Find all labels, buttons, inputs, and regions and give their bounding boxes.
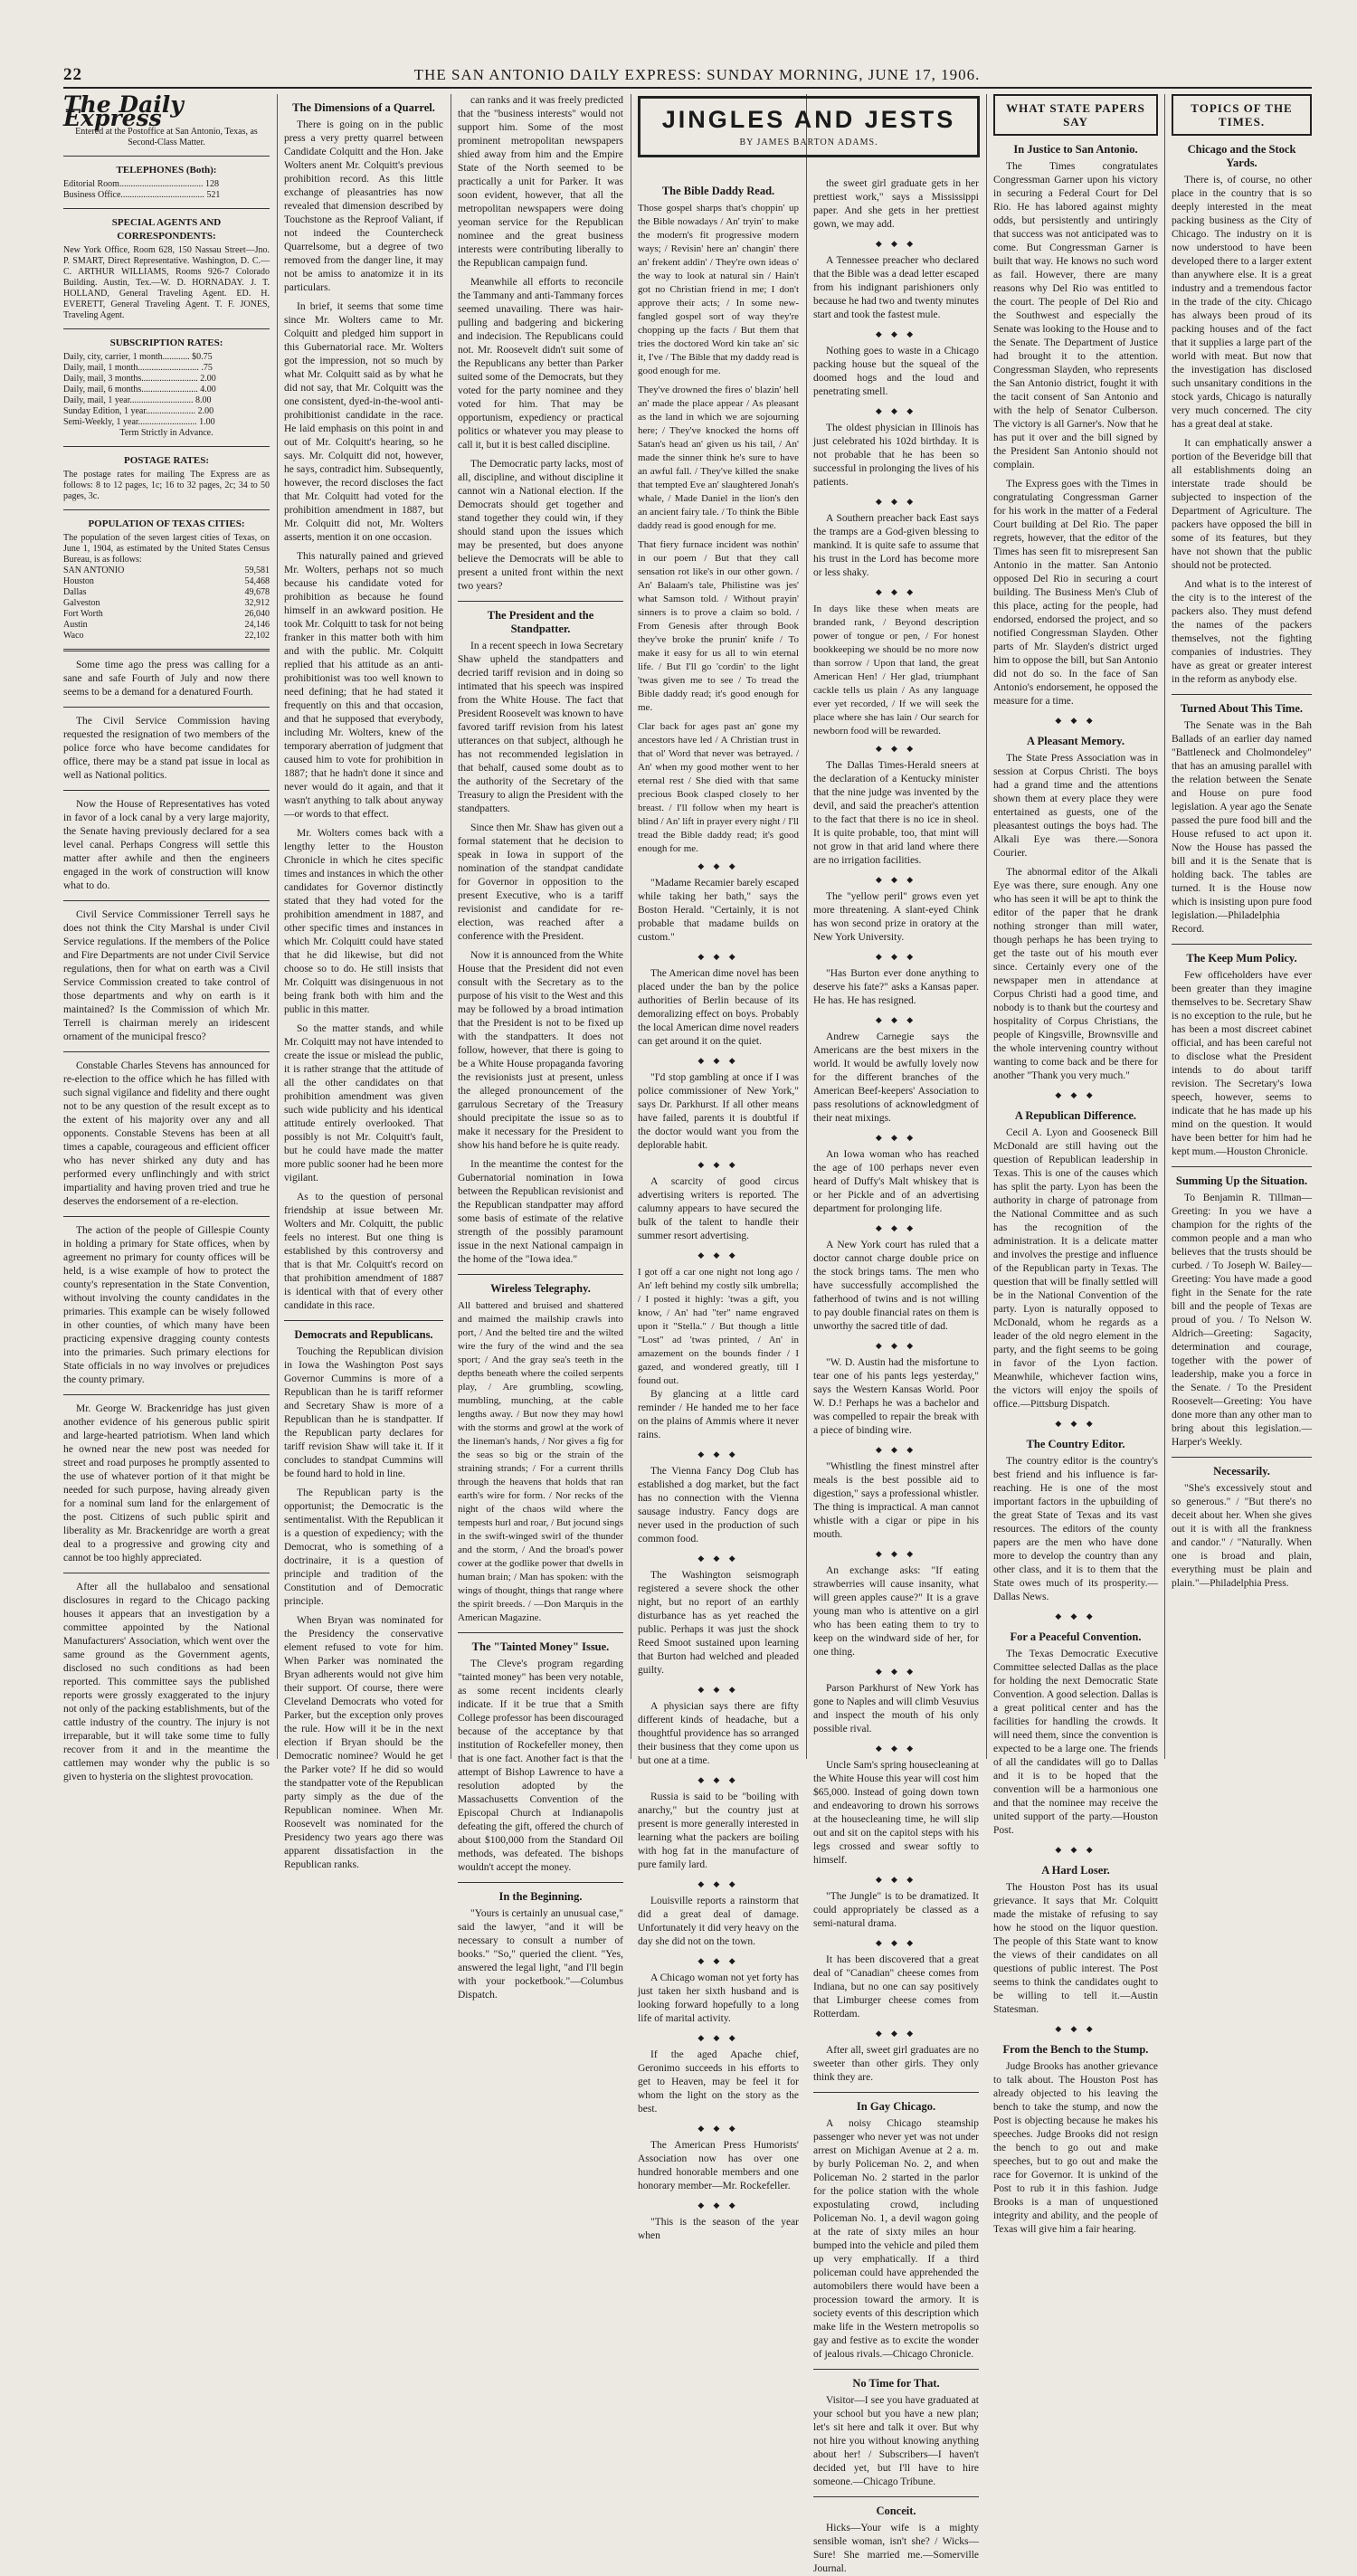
article-paragraph: This naturally pained and grieved Mr. Wolters, perhaps not so much because his candidate voted for prohibition as because he found himself in an awkward position. He took Mr. Colquitt to task for not being franker in this matter both with him and with the public. Mr. Colquitt replied that his attitude as an anti-prohibitionist was too well known to need defining; that he had stated it frequently on this and that occasion, and that he supposed that everybody, including Mr. Wolters, knew of the temporary aberration of judgment that caused him to vote for prohibition in 1887; that he hadn't done it since and never would do it again, and that it wasn't anything to talk about anyway—or words to that effect.	[284, 551, 443, 820]
article-headline: The Dimensions of a Quarrel.	[292, 101, 435, 114]
jest-item: The Washington seismograph registered a severe shock the other night, but no report of an earthly disturbance has as yet reached the public. Perhaps it was just the shock Reed Smoot sustained upon learning that Burton had welched and pleaded guilty.	[638, 1570, 799, 1676]
article-paragraph: Cecil A. Lyon and Gooseneck Bill McDonald are still having out the question of Republican leadership in Texas. This is one of the causes which has split the party. Lyon has been the authority in charge of patronage from the National Committee and as such has the recognition of the administration. It is a delicate matter and involves the prestige and influence of the Republican party in Texas. The question that will be finally settled will be in the National Convention of the party. Lyon is naturally opposed to McDonald, whom he regards as a leader of the old negro element in the party, and the fight seems to be going in favor of the Lyon faction. Meanwhile, whichever faction wins, the victors will enjoy the spoils of office.—Pittsburg Dispatch.	[993, 1127, 1158, 1410]
editorial-paragraph: Constable Charles Stevens has announced for re-election to the office which he has filled with such signal vigilance and fidelity and there ought not to be any question of the result except as to the extent of his majority over any and all opponents. Constable Stevens has been at all times a capable, courageous and efficient officer who has never shirked any duty and has performed every unflinchingly and with strict impartiality and having proven tried and true he deserves the endorsement of a re-election.	[63, 1060, 270, 1207]
jest-item: After all, sweet girl graduates are no sweeter than other girls. They only think they are.	[813, 2045, 979, 2083]
article-paragraph: There is, of course, no other place in the country that is so deeply interested in the meat packing business as the City of Chicago. The industry on it is now understood to have been developed there to a larger extent than anywhere else. It is a great industry and a tremendous factor in the trade of the city. Chicago has always been proud of its packing houses and of the fact that it supplies a large part of the world with meat. But now that the investigation has disclosed such unsanitary conditions in the stock yards, Chicago is naturally very much concerned. The city has a great deal at stake.	[1172, 175, 1312, 430]
article-headline: Conceit.	[876, 2505, 916, 2517]
article-paragraph: Now it is announced from the White House that the President did not even consult with the Secretary as to the purpose of his visit to the West and this may be followed by a broad intimation that the President is not to be fixed up with the standpatters. It does not follow, however, that there is going to be a White House propaganda favoring the revisionists just at present, unless the alleged pronouncement of the garrulous Secretary of the Treasury should precipitate the issue so as to make it necessary for the President to show his hand before he is quite ready.	[458, 950, 623, 1151]
article-headline: Turned About This Time.	[1180, 702, 1304, 715]
jest-item: "This is the season of the year when	[638, 2217, 799, 2241]
article-paragraph: can ranks and it was freely predicted that the "business interests" would not support him. Some of the most prominent metropolitan newspapers shied away from him and the Empire State of the North seemed to be practically a unit for Parker. It was soon evident, however, that all the metropolitan newspapers were doing yeoman service for the Republican nominee and the great business interests were contributing liberally to the Republican campaign fund.	[458, 95, 623, 269]
column-1	[63, 91, 270, 1782]
editorial-phone: Editorial Room..................................... 128	[63, 179, 219, 189]
article-headline: Summing Up the Situation.	[1175, 1174, 1308, 1187]
jest-item: The American dime novel has been placed under the ban by the police authorities of Berlin because of its demoralizing effect on boys. Probably the local American dime novel readers can get around it on the quiet.	[638, 968, 799, 1047]
jest-item: "Whistling the finest minstrel after meals is the best possible aid to digestion," says a professional whistler. The thing is impractical. A man cannot whistle with a cigar or pipe in his mouth.	[813, 1461, 979, 1540]
subscription-note: Term Strictly in Advance.	[119, 428, 214, 438]
article-paragraph: The Senate was in the Bah Ballads of an earlier day named "Battleneck and Cholmondeley" that has an amusing parallel with the relation between the Senate and House on pure food legislation. A year ago the Senate passed the pure food bill and the House refused to act upon it. Now the House has passed the bill and it is the Senate that is holding back. The tables are turned. It is the House now which is insisting upon pure food legislation.—Philadelphia Record.	[1172, 720, 1312, 935]
article-paragraph: Visitor—I see you have graduated at your school but you have a new plan; let's sit here and talk it over. But why not hire you without knowing anything about her! / Subscribers—I haven't decided yet, but I'll have to hire someone.—Chicago Tribune.	[813, 2395, 979, 2487]
article-paragraph: The Democratic party lacks, most of all, discipline, and without discipline it cannot win a National election. If the Democrats should get together and stand together they could win, if they should stand upon the issues which may be presented, but does anyone believe the Democrats will be able to present a united front within the next two years?	[458, 459, 623, 592]
newspaper-title: THE SAN ANTONIO DAILY EXPRESS: SUNDAY MORNING, JUNE 17, 1906.	[413, 66, 981, 83]
column-rule	[277, 94, 278, 1759]
jest-item: The Dallas Times-Herald sneers at the declaration of a Kentucky minister that the nine judge was invented by the devil, and said the preacher's attention to the fact that there is no ice in sheol. It is quite probable, too, that mint will not grow in that arid land where there are no irrigation facilities.	[813, 760, 979, 866]
article-paragraph: In the meantime the contest for the Gubernatorial nomination in Iowa between the Republican revisionist and the Republican standpatter may afford some basis of estimate of the relative strength of the possibly paramount issue in the next National campaign in the home of the "Iowa idea."	[458, 1159, 623, 1265]
article-paragraph: Hicks—Your wife is a mighty sensible woman, isn't she? / Wicks—Sure! She married me.—Somerville Journal.	[813, 2523, 979, 2574]
column-3	[458, 94, 624, 2001]
article-headline: Wireless Telegraphy.	[490, 1282, 591, 1295]
article-paragraph: Since then Mr. Shaw has given out a formal statement that he decision to speak in Iowa in support of the nomination of the standpat candidate for Governor in opposition to the present Executive, who is a tariff revisionist and candidate for re-election, was reached after a conference with the President.	[458, 822, 623, 942]
article-paragraph: The Express goes with the Times in congratulating Congressman Garner for his work in the matter of a Federal Court building at Del Rio. The paper regrets, however, that the editor of the Times has seen fit to misrepresent San Antonio in the matter. San Antonio opposed Del Rio in securing a court building. The Business Men's Club of this place, acting for the people, had endorsed, endorsed the project, and so notified Congressman Slayden. Other parts of Mr. Slayden's district urged him to oppose the bill, but San Antonio did not do so. In the face of San Antonio's endorsement, he opposed the measure for a time.	[993, 479, 1158, 707]
telephones-heading: TELEPHONES (Both):	[116, 165, 217, 176]
article-paragraph: Judge Brooks has another grievance to talk about. The Houston Post has already objected to his leaving the bench to take the stump, and now the Post is objecting because he makes his speeches. Judge Brooks did not resign the bench to go out and make speeches, but to go out and make the race for Governor. It is unkind of the Post to rub it in this fashion. Judge Brooks is a man of unquestioned integrity and ability, and the people of Texas will give him a fair hearing.	[993, 2061, 1158, 2235]
masthead: The Daily Express	[63, 91, 184, 131]
article-paragraph: Few officeholders have ever been greater than they imagine themselves to be. Secretary Shaw is no exception to the rule, but he has been a most discreet cabinet official, and has been careful not to disclose what the President intends to do about tariff revision. The Secretary's Iowa speech, however, seems to indicate that he has made up his mind on the question. It would have been better for him had he kept mum.—Houston Chronicle.	[1172, 970, 1312, 1157]
jest-item: Uncle Sam's spring housecleaning at the White House this year will cost him $65,000. Instead of going down town and endeavoring to drown his sorrows at the housecleaning time, he will slip out and sit on the capitol steps with his legs crossed and swear softly to himself.	[813, 1760, 979, 1866]
jest-item: An Iowa woman who has reached the age of 100 perhaps never even heard of Duffy's Malt whiskey that is or her Pickle and of an advertising department for prolonging life.	[813, 1149, 979, 1214]
jest-item: A New York court has ruled that a doctor cannot charge double price on the stock brings tams. The men who have successfully accomplished the fatherhood of twins and is not willing to pay double financial rates on them is unworthy the sacred title of dad.	[813, 1240, 979, 1332]
article-paragraph: The country editor is the country's best friend and his influence is far-reaching. He is one of the most important factors in the upbuilding of the great State of Texas and its vast resources. The editors of the county papers are the men who have done more to develop the country than any other class, and it is to them that the State owes much of its prosperity.—Dallas News.	[993, 1456, 1158, 1602]
jest-item: A scarcity of good circus advertising writers is reported. The calumny appears to have secured the bulk of the talent to handle their summer resort advertising.	[638, 1176, 799, 1241]
editorial-paragraph: After all the hullabaloo and sensational disclosures in regard to the Chicago packing houses it appears that an investigation by a committee appointed by the National Manufacturers' Association, which went over the same ground as the Government agents, disclosed no such conditions as had been reported. This committee says the published reports were grossly exaggerated to the injury not only of the packing establishments, but of the cattle industry of the country. The injury is not irreparable, but it will take some time to fully recover from it and in the meantime the cattlemen may wonder why the public is so given to hysteria on the slightest provocation.	[63, 1582, 270, 1782]
jest-item: A Southern preacher back East says the tramps are a God-given blessing to mankind. It is quite safe to assume that his trust in the Lord has become more or less shaky.	[813, 513, 979, 578]
article-paragraph: Touching the Republican division in Iowa the Washington Post says Governor Cummins is more of a Republican than he is tariff reformer and Secretary Shaw is more of a Republican than he is standpatter. If the Republican party declares for tariff revision Shaw will take it. If it concludes to standpat Cummins will be found hard to hold in line.	[284, 1346, 443, 1479]
article-headline: A Hard Loser.	[1041, 1864, 1110, 1877]
article-headline: The Keep Mum Policy.	[1186, 952, 1297, 965]
article-paragraph: The State Press Association was in session at Corpus Christi. The boys had a grand time and the attentions shown them at every place they were entertained as guests, one of the pleasantest outings the boys had. The Alkali Eye was there.—Sonora Courier.	[993, 753, 1158, 859]
jest-item: Louisville reports a rainstorm that did a great deal of damage. Unfortunately it did very heavy on the day she did not on the town.	[638, 1896, 799, 1947]
article-paragraph: Mr. Wolters comes back with a lengthy letter to the Houston Chronicle in which he cites specific times and instances in which the other candidates for Governor distinctly stated that they had voted for the prohibition amendment in 1887, and other specific times and instances in which Mr. Colquitt could have stated that he did likewise, but did not choose so to do. He still insists that Mr. Colquitt was disingenuous in not being frank both with him and the public in this matter.	[284, 828, 443, 1015]
jest-item: By glancing at a little card reminder / He handed me to her face on the plains of Ammis where it never rains.	[638, 1389, 799, 1440]
jest-item: Parson Parkhurst of New York has gone to Naples and will climb Vesuvius and inspect the mouth of his only possible rival.	[813, 1683, 979, 1735]
jingles-header	[638, 94, 980, 165]
article-paragraph: The Houston Post has its usual grievance. It says that Mr. Colquitt made the mistake of refusing to say how he stood on the liquor question. The people of this State want to know the views of their candidates on all questions of public interest. The Post seems to think the candidates ought to be willing to tell it.—Austin Statesman.	[993, 1882, 1158, 2015]
section-heading-box: WHAT STATE PAPERS SAY	[993, 94, 1158, 136]
article-headline: A Pleasant Memory.	[1027, 735, 1125, 747]
article-headline: In Gay Chicago.	[856, 2100, 936, 2113]
jingles-title: JINGLES AND JESTS	[661, 106, 956, 133]
column-rule	[986, 94, 987, 1759]
running-head	[63, 63, 1312, 89]
subscription-rate: Daily, mail, 1 year............................ 8.00	[63, 395, 212, 405]
page-number: 22	[63, 65, 82, 84]
article-paragraph: When Bryan was nominated for the Presidency the conservative element refused to vote for him. When Parker was nominated the Bryan adherents would not give him their support. Of course, there were Cleveland Democrats who voted for Parker, but the exception only proves the rule. How will it be in the next election if Bryan should be the Democratic nominee? Would he get the Parker vote? If he did so would the standpatter vote of the Republican party simply as the due of the Republican nominee. When Mr. Roosevelt was nominated for the Presidency two years ago there was apparent dissatisfaction in the Republican ranks.	[284, 1615, 443, 1870]
population-text: The population of the seven largest cities of Texas, on June 1, 1904, as estimated by the United States Census Bureau, is as follows:	[63, 533, 270, 565]
jest-item: Nothing goes to waste in a Chicago packing house but the squeal of the doomed hogs and the loud and penetrating smell.	[813, 346, 979, 397]
jest-item: "The Jungle" is to be dramatized. It could appropriately be classed as a semi-natural drama.	[813, 1891, 979, 1929]
article-headline: The Country Editor.	[1026, 1438, 1125, 1450]
jest-item: "W. D. Austin had the misfortune to tear one of his pants legs yesterday," says the Western Kansas World. Poor W. D.! Perhaps he was a bachelor and was compelled to repair the break with a piece of binding wire.	[813, 1357, 979, 1436]
article-paragraph: So the matter stands, and while Mr. Colquitt may not have intended to create the issue or mislead the public, it is rather strange that the attitude of all the other candidates on that prohibition amendment was given such wide publicity and his identical attitude entirely overlooked. That possibly is not Mr. Colquitt's fault, but he could have made the matter more public sooner had he been more vigilant.	[284, 1023, 443, 1183]
poem: All battered and bruised and shattered and maimed the mailship crawls into port, / And the belted tire and the wilted wire the fury of the wind and the sea sport; / And the gray sea's teeth in the depths beneath where the coiled serpents play, / Are grumbling, scowling, mumbling, munching, at the cable lengths away. / But now they may howl with the storms and growl at the work of the lineman's hands, / Nor gives a fig for the seas so big or the strain of the straining strands; / For a current thrills through the heavens that holds that ran earth's wire for form. / Nor recks of the night of the chaos wild where the tempests hurl and roar, / But jocund sings in the swift-winged swirl of the thunder and the storm, / And the broad's power cower at the godlike power that dwells in human brain; / Man has spoken: with the wings of thought, things that range where the spirit breeds. / —Don Marquis in the American Magazine.	[458, 1300, 623, 1623]
jest-item: "I'd stop gambling at once if I was police commissioner of New York," says Dr. Parkhurst. If all other means have failed, parents it is doubtful if the doctor would want you from the deplorable habit.	[638, 1072, 799, 1151]
postage-heading: POSTAGE RATES:	[123, 455, 210, 466]
business-phone: Business Office..................................... 521	[63, 190, 221, 200]
article-paragraph: There is going on in the public press a very pretty quarrel between Candidate Colquitt and the Hon. Jake Wolters anent Mr. Colquitt's previous prohibition record. As this little exchange of pleasantries has now revealed that dimension described by Touchstone as the Reproof Valiant, if not indeed the Countercheck Quarrelsome, but a degree of two removed from the danger line, it may not be amiss to anatomize it in its particulars.	[284, 119, 443, 293]
editorial-paragraph: Mr. George W. Brackenridge has just given another evidence of his generous public spirit and large-hearted patriotism. When land which he owned near the new post was needed for street and road purposes he promptly assented to the use of whatever portion of it that might be needed for such purpose, having already given for a nominal sum land for the enlargement of the post. Citizens of such public spirit and liberality as Mr. Brackenridge are worth a great deal to a progressive and growing city and cannot be too highly appreciated.	[63, 1403, 270, 1564]
column-5: the sweet girl graduate gets in her prettiest work," says a Mississippi paper. And she gets in her prettiest gown, we may add. ◆ ◆ ◆ A Tennessee preacher who declared that the Bible was a dead letter escaped from his indignant parishioners only because he had two and twenty minutes start and took the fastest mule. ◆ ◆ ◆ Nothing goes to waste in a Chicago packing house but the squeal of the doomed hogs and the loud and penetrating smell. ◆ ◆ ◆ The oldest physician in Illinois has just celebrated his 102d birthday. It is not probable that he has been so successful in prolonging the lives of his patients. ◆ ◆ ◆ A Southern preacher back East says the tramps are a God-given blessing to mankind. It is quite safe to assume that his trust in the Lord has become more or less shaky. ◆ ◆ ◆ In days like these when meats are branded rank, / Beyond description power of tongue or pen, / For honest bookkeeping we should be no more now than sorrow / Upon that land, the great American Hen! / Her glad, triumphant cackle tells us plain / As any language ever yet recorded, / If we will seek the place where she has lain / Our search for newborn food will be rewarded. ◆ ◆ ◆ The Dallas Times-Herald sneers at the declaration of a Kentucky minister that the nine judge was invented by the devil, and said the preacher's attention to the fact that there is no ice in sheol. It is quite probable, too, that mint will not grow in that arid land where there are no irrigation facilities. ◆ ◆ ◆ The "yellow peril" grows even yet more threatening. A slant-eyed Chink has won second prize in oratory at the New York University. ◆ ◆ ◆ "Has Burton ever done anything to deserve his fate?" asks a Kansas paper. He has. He has resigned. ◆ ◆ ◆ Andrew Carnegie says the Americans are the best mixers in the world. It would be awfully lovely now for the different branches of the American Beef-keepers' Association to pass resolutions of acknowledgment of their neat mixings. ◆ ◆ ◆ An Iowa woman who has reached the age of 100 perhaps never even heard of Duffy's Malt whiskey that is or her Pickle and of an advertising department for prolonging life. ◆ ◆ ◆ A New York court has ruled that a doctor cannot charge double price on the stock brings tams. The men who have successfully accomplished the fatherhood of twins and is not willing to pay double financial rates on them is unworthy the sacred title of dad. ◆ ◆ ◆ "W. D. Austin had the misfortune to tear one of his pants legs yesterday," says the Western Kansas World. Poor W. D.! Perhaps he was a bachelor and was compelled to repair the break with a piece of binding wire. ◆ ◆ ◆ "Whistling the finest minstrel after meals is the best possible aid to digestion," says a professional whistler. The thing is impractical. A man cannot whistle with a cigar or pipe in his mouth. ◆ ◆ ◆ An exchange asks: "If eating strawberries will cause insanity, what will green apples cause?" It is a grave young man who is attentive on a girl who has been eating them to try to keep on the windward side of her, for one thing. ◆ ◆ ◆ Parson Parkhurst of New York has gone to Naples and will climb Vesuvius and inspect the mouth of his only possible rival. ◆ ◆ ◆ Uncle Sam's spring housecleaning at the White House this year will cost him $65,000. Instead of going down town and endeavoring to drown his sorrows at the housecleaning time, he will slip out and sit on the capitol steps with his legs crossed and swear softly to himself. ◆ ◆ ◆ "The Jungle" is to be dramatized. It could appropriately be classed as a semi-natural drama. ◆ ◆ ◆ It has been discovered that a great deal of "Canadian" cheese comes from Indiana, but no one can say positively that Limburger cheese comes from Rotterdam. ◆ ◆ ◆ After all, sweet girl graduates are no sweeter than other girls. They only think they are. In Gay Chicago. A noisy Chicago steamship passenger who never yet was not under arrest on Michigan Avenue at 2 a. m. by burly Policeman No. 2, and when Policeman No. 2 started in the parlor for the police station with the whole expostulating crowd, including Policeman No. 1, a devil wagon going at the rate of sixty miles an hour bumped into the vehicle and piled them up very emphatically. If a third policeman could have apprehended the automobilers there would have been a procession toward the armory. It is society events of this description which make life in the Western metropolis so gay and festive as to excite the wonder of jealous rivals.—Chicago Chronicle. No Time for That. Visitor—I see you have graduated at your school but you have a new plan; let's sit here and talk it over. But why not hire you without knowing anything about her! / Subscribers—I haven't decided yet, but I'll have to hire someone.—Chicago Tribune. Conceit. Hicks—Your wife is a mighty sensible woman, isn't she? / Wicks—Sure! She married me.—Somerville Journal.	[813, 178, 979, 2574]
poem-stanza: That fiery furnace incident was nothin' in our poem / But that they call sensation rot like's in our other gown. / An' Balaam's tale, Philistine was jes' what Samson told. / Without prayin' sinners is to prove a claim so bold. / From Genesis after through Book they've broke the prunin' knife / To make it easy for us all to win eternal life. / But I'll go 'cordin' to the light 'twas given me to see / To tread the Bible daddy read; it's good enough for me.	[638, 539, 799, 713]
article-paragraph: The Texas Democratic Executive Committee selected Dallas as the place for holding the next Democratic State Convention. A good selection. Dallas is a great political center and has the facilities for handling the crowds. It will need them, since the convention is expected to be a large one. The friends of all the candidates will go to Dallas and it is to be hoped that the convention will be a harmonious one and that the nominee may receive the united support of the party.—Houston Post.	[993, 1649, 1158, 1836]
subscription-heading: SUBSCRIPTION RATES:	[109, 337, 223, 348]
article-headline: From the Bench to the Stump.	[1002, 2043, 1149, 2056]
population-row: Dallas 49,678	[63, 587, 270, 597]
article-paragraph: It can emphatically answer a portion of the Beveridge bill that all establishments doing an interstate trade should be subjected to inspection of the Department of Agriculture. The packers have opposed the bill in some of its features, but they have not shown that the public should not be protected.	[1172, 438, 1312, 571]
subscription-rate: Daily, city, carrier, 1 month............ $0.75	[63, 352, 213, 362]
subscription-rate: Sunday Edition, 1 year...................... 2.00	[63, 406, 214, 416]
jest-item: An exchange asks: "If eating strawberries will cause insanity, what will green apples cause?" It is a grave young man who is attentive on a girl who has been eating them to try to keep on the windward side of her, for one thing.	[813, 1565, 979, 1658]
column-rule	[806, 94, 807, 1759]
poem-stanza: They've drowned the fires o' blazin' hell an' made the place appear / As pleasant as the land in which we are sojourning here; / They've knocked the horns off Satan's head an' given us his tail, / An' made the sinner think he's sure to have an awful fall. / They've killed the snake that tempted Eve an' slaughtered Jonah's whale, / Made Daniel in the lion's den an ancient fairy tale. / To think the Bible daddy read is good enough for me.	[638, 385, 799, 531]
population-row: Austin 24,146	[63, 620, 270, 630]
article-paragraph: The Republican party is the opportunist; the Democratic is the sentimentalist. With the Republican it is a question of expediency; with the Democrat, who is something of a doctrinaire, it is a question of principle and tradition of the Constitution and of Democratic principle.	[284, 1488, 443, 1607]
jest-item: Andrew Carnegie says the Americans are the best mixers in the world. It would be awfully lovely now for the different branches of the American Beef-keepers' Association to pass resolutions of acknowledgment of their neat mixings.	[813, 1031, 979, 1124]
column-6: WHAT STATE PAPERS SAY In Justice to San Antonio. The Times congratulates Congressman Garner upon his victory in securing a Federal Court for Del Rio. He has labored against mighty odds, but persistently and untiringly that success was not anticipated was to come. But Congressman Garner is built that way. He knows no such word as fail. However, there are many reasons why Del Rio was entitled to the court. The people of Del Rio and the Southwest and especially the Senate was looking to the House and to the Senate. The Department of Justice had brought it to the attention. Congressman Slayden, who represents the San Antonio district, fought it with the tacit consent of San Antonio and with the help of Senator Culberson. The victory is all Garner's. Now that he has put it over and the bill signed by the President San Antonio should not complain. The Express goes with the Times in congratulating Congressman Garner for his work in the matter of a Federal Court building at Del Rio. The paper regrets, however, that the editor of the Times has seen fit to misrepresent San Antonio in the matter. San Antonio opposed Del Rio in securing a court building. The Business Men's Club of this place, acting for the people, had endorsed, endorsed the project, and so notified Congressman Slayden. Other parts of Mr. Slayden's district urged him to oppose the bill, but San Antonio did not do so. In the face of San Antonio's endorsement, he opposed the measure for a time. ◆ ◆ ◆ A Pleasant Memory. The State Press Association was in session at Corpus Christi. The boys had a grand time and the attentions shown them at every place they were entertained as guests, one of the pleasantest outings the boys had. The Alkali Eye was there.—Sonora Courier. The abnormal editor of the Alkali Eye was there, sure enough. Any one who has seen it will be apt to think the editor of the paper that he drank nothing stronger than mill water, though perhaps he has been trying to get the taste out of his mouth ever since. Certainly every one of the newspaper men in attendance at Corpus Christi had a good time, and nobody is to thank but the courtesy and hospitality of Corpus Christians, the people of Kingsville, Brownsville and the whole intervening country without wanting to come back and be there for another "Thank you very much." ◆ ◆ ◆ A Republican Difference. Cecil A. Lyon and Gooseneck Bill McDonald are still having out the question of Republican leadership in Texas. This is one of the causes which has split the party. Lyon has been the authority in charge of patronage from the National Committee and as such has the recognition of the administration. It is a delicate matter and involves the prestige and influence of the Republican party in Texas. The question that will be finally settled will be in the National Convention of the party. Lyon is naturally opposed to McDonald, whom he regards as a leader of the old negro element in the party, and the fight seems to be going in favor of the Lyon faction. Meanwhile, whichever faction wins, the victors will enjoy the spoils of office.—Pittsburg Dispatch. ◆ ◆ ◆ The Country Editor. The country editor is the country's best friend and his influence is far-reaching. He is one of the most important factors in the upbuilding of the great State of Texas and its vast resources. The editors of the county papers are the men who have done more to develop the country than any other class, and it is to them that the State owes much of its prosperity.—Dallas News. ◆ ◆ ◆ For a Peaceful Convention. The Texas Democratic Executive Committee selected Dallas as the place for holding the next Democratic State Convention. A good selection. Dallas is a great political center and has the facilities for handling the crowds. It will need them, since the convention is expected to be a large one. The friends of all the candidates will go to Dallas and it is to be hoped that the convention will be a harmonious one and that the nominee may receive the united support of the party.—Houston Post. ◆ ◆ ◆ A Hard Loser. The Houston Post has its usual grievance. It says that Mr. Colquitt made the mistake of refusing to say how he stood on the liquor question. The people of this State want to know the views of their candidates on all questions of public interest. The Post seems to think the candidates ought to be willing to tell it.—Austin Statesman. ◆ ◆ ◆ From the Bench to the Stump. Judge Brooks has another grievance to talk about. The Houston Post has already objected to his leaving the bench to take the stump, and now the Post is objecting because he makes his speeches. Judge Brooks did not resign the bench to go out and make speeches, but to go out and make the race for Governor. It is unkind of the Post to rub it in this fashion. Judge Brooks is a man of unquestioned integrity and ability, and the people of Texas will give him a fair hearing.	[993, 94, 1158, 1759]
article-paragraph: Meanwhile all efforts to reconcile the Tammany and anti-Tammany forces seemed unavailing. There was hair-pulling and badgering and bickering and indecision. The Republicans could not. Mr. Roosevelt didn't suit some of the Republicans any better than Parker suited some of the Democrats, but they voted for the party nominee and they voted for him. That may be opportunism, expediency or practical politics or whatever you may please to call it, but it is best called discipline.	[458, 277, 623, 451]
jest-verse: In days like these when meats are branded rank, / Beyond description power of tongue or pen, / For honest bookkeeping we should be no more now than sorrow / Upon that land, the great American Hen! / Her glad, triumphant cackle tells us plain / As any language ever yet recorded, / If we will seek the place where she has lain / Our search for newborn food will be rewarded.	[813, 604, 979, 737]
editorial-paragraph: Now the House of Representatives has voted in favor of a lock canal by a very large majority, the Senate having previously declared for a sea level canal. Perhaps Congress will settle this matter after awhile and then the engineers engaged in the work of construction will know what to do.	[63, 799, 270, 891]
population-row: Waco 22,102	[63, 631, 270, 641]
poem-stanza: Those gospel sharps that's choppin' up the Bible nowadays / An' tryin' to make the modern's fit progressive modern ways; / Revisin' here an' changin' there an' frekent addin' / They're own ideas o' the way to look at natural sin / Hain't got no Christian friend in me; I don't approve their acts; / In some new-fangled gospel sort of way they're chopping up the facts / But them that tries the doctored Word kin take an' sic it, I've / The Bible that my daddy read is good enough for me.	[638, 203, 799, 376]
article-paragraph: The Cleve's program regarding "tainted money" has been very notable, as some recent incidents clearly indicate. If it be true that a Smith College professor has been discouraged because of the acceptance by that institution of Rockefeller money, then that is one fact. Another fact is that the attempt of Bishop Lawrence to have a resolution adopted by the Massachusetts Convention of the Episcopal Church at Indianapolis defeating the gift, offered the church of about $100,000 from the Standard Oil methods, was defeated. The bishops wouldn't accept the money.	[458, 1659, 623, 1873]
jest-verse: I got off a car one night not long ago / An' left behind my costly silk umbrella; / I posted it highly: 'twas a gift, you know, / An' had "ter" name engraved upon it "Stella." / But though a little "Lost" ad 'twas printed, / An' in amazement on the bounds finder / I gazed, and wondered greatly, till I found out.	[638, 1267, 799, 1386]
editorial-paragraph: The Civil Service Commission having requested the resignation of two members of the police force who have become candidates for office, there may be a stand pat issue in local as well as National politics.	[63, 716, 270, 781]
article-headline: No Time for That.	[852, 2377, 940, 2390]
article-paragraph: The abnormal editor of the Alkali Eye was there, sure enough. Any one who has seen it will be apt to think the editor of the paper that he drank nothing stronger than mill water, though perhaps he has been trying to get the taste out of his mouth ever since. Certainly every one of the newspaper men in attendance at Corpus Christi had a good time, and nobody is to thank but the courtesy and hospitality of Corpus Christians, the people of Kingsville, Brownsville and the whole intervening country without wanting to come back and be there for another "Thank you very much."	[993, 867, 1158, 1081]
subscription-rate: Daily, mail, 6 months......................... 4.00	[63, 385, 216, 394]
population-row: Houston 54,468	[63, 576, 270, 586]
poem-title: The Bible Daddy Read.	[661, 185, 775, 197]
article-headline: In the Beginning.	[498, 1890, 583, 1903]
jest-item: "Has Burton ever done anything to deserve his fate?" asks a Kansas paper. He has. He has resigned.	[813, 968, 979, 1006]
article-paragraph: As to the question of personal friendship at issue between Mr. Wolters and Mr. Colquitt, the public feels no interest. But one thing is established by this controversy and that is that Mr. Colquitt's record on that prohibition amendment of 1887 is identical with that of every other candidate in this race.	[284, 1192, 443, 1311]
agents-heading: SPECIAL AGENTS AND CORRESPONDENTS:	[111, 217, 222, 242]
column-rule	[1164, 94, 1165, 1759]
jest-item: The oldest physician in Illinois has just celebrated his 102d birthday. It is not probable that he has been so successful in prolonging the lives of his patients.	[813, 423, 979, 488]
article-paragraph: "She's excessively stout and so generous." / "But there's no deceit about her. When she gives out it is with all the frankness and candor." / "Naturally. When one is broad and plain, everything must be plain and plain."—Philadelphia Press.	[1172, 1483, 1312, 1589]
subscription-rate: Semi-Weekly, 1 year.......................... 1.00	[63, 417, 215, 427]
article-paragraph: And what is to the interest of the city is to the interest of the packers also. They must defend the names of the packers themselves, not the fighting companies of industries. They have as great or greater interest in the reform as anybody else.	[1172, 579, 1312, 685]
article-paragraph: In brief, it seems that some time since Mr. Wolters came to Mr. Colquitt and pledged him support in this Gubernatorial race. Mr. Wolters got the impression, not so much by what Mr. Colquitt said as by what he did not say, that Mr. Colquitt was the one consistent, dyed-in-the-wool anti-prohibitionist candidate in the race. He laid emphasis on this point in and out of Mr. Colquitt's hearing, so he says. Mr. Colquitt did not, however, he says, contradict him. Subsequently, however, the record discloses the fact that Mr. Colquitt had voted for the prohibition amendment in 1887, but Mr. Colquitt did not, Mr. Wolters asserts, mention it on one occasion.	[284, 301, 443, 543]
article-headline: Chicago and the Stock Yards.	[1187, 143, 1296, 169]
editorial-paragraph: The action of the people of Gillespie County in holding a primary for State offices, when by agreement no primary for county offices will be held, is a wise example of how to protect the county's representation in the State Convention, without involving the county candidates in the primaries. This example can be wisely followed in other counties, of which many have been practicing expensive dragging county contests into the primaries. Such primary elections for State officials in no way involves or prejudices the county primary.	[63, 1225, 270, 1385]
article-headline: Necessarily.	[1213, 1465, 1270, 1478]
column-4: The Bible Daddy Read. Those gospel sharps that's choppin' up the Bible nowadays / An' tryin' to make the modern's fit progressive modern ways; / Revisin' here an' changin' there an' frekent addin' / They're own ideas o' the way to look at natural sin / Hain't got no Christian friend in me; I don't approve their acts; / In some new-fangled gospel sort of way they're chopping up the facts / But them that tries the doctored Word kin take an' sic it, I've / The Bible that my daddy read is good enough for me. They've drowned the fires o' blazin' hell an' made the place appear / As pleasant as the land in which we are sojourning here; / They've knocked the horns off Satan's head an' given us his tail, / An' made the sinner think he's sure to have an awful fall. / They've killed the snake that tempted Eve an' slaughtered Jonah's whale, / Made Daniel in the lion's den an ancient fairy tale. / To think the Bible daddy read is good enough for me. That fiery furnace incident was nothin' in our poem / But that they call sensation rot like's in our other gown. / An' Balaam's tale, Philistine was jes' what Samson told. / Without prayin' sinners is to prove a claim so bold. / From Genesis after through Book they've broke the prunin' knife / To make it easy for us all to win eternal life. / But I'll go 'cordin' to the light 'twas given me to see / To tread the Bible daddy read; it's good enough for me. Clar back for ages past an' gone my ancestors have led / A Christian trust in that ol' Word that never was betrayed. / An' when my good mother went to her eternal rest / She died with that same precious Book clasped closely to her breast. / I'll follow when my heart is blind / An' lift in prayer every night / I'll tread the Bible daddy read; it's good enough for me. ◆ ◆ ◆ "Madame Recamier barely escaped while taking her bath," says the Boston Herald. "Certainly, it is not probable that madame builds on custom." ◆ ◆ ◆ The American dime novel has been placed under the ban by the police authorities of Berlin because of its demoralizing effect on boys. Probably the local American dime novel readers can get around it on the quiet. ◆ ◆ ◆ "I'd stop gambling at once if I was police commissioner of New York," says Dr. Parkhurst. If all other means have failed, parents it is doubtful if the doctor would want you from the deplorable habit. ◆ ◆ ◆ A scarcity of good circus advertising writers is reported. The calumny appears to have secured the bulk of the talent to handle their summer resort advertising. ◆ ◆ ◆ I got off a car one night not long ago / An' left behind my costly silk umbrella; / I posted it highly: 'twas a gift, you know, / An' had "ter" name engraved upon it "Stella." / But though a little "Lost" ad 'twas printed, / An' in amazement on the bounds finder / I gazed, and wondered greatly, till I found out. By glancing at a little card reminder / He handed me to her face on the plains of Ammis where it never rains. ◆ ◆ ◆ The Vienna Fancy Dog Club has established a dog market, but the fact has no connection with the Vienna sausage industry. Fancy dogs are never used in the production of such common food. ◆ ◆ ◆ The Washington seismograph registered a severe shock the other night, but no report of an earthly disturbance has as yet reached the public. Perhaps it was just the shock Reed Smoot sustained upon learning that Burton had welched and pleaded guilty. ◆ ◆ ◆ A physician says there are fifty different kinds of headache, but a thoughtful providence has so arranged their business that they come upon us but one at a time. ◆ ◆ ◆ Russia is said to be "boiling with anarchy," but the country just at present is more generally interested in learning what the packers are boiling with hog fat in the manufacture of pure family lard. ◆ ◆ ◆ Louisville reports a rainstorm that did a great deal of damage. Unfortunately it did very heavy on the day she did not on the town. ◆ ◆ ◆ A Chicago woman not yet forty has just taken her sixth husband and is looking forward hopefully to a long life of marital activity. ◆ ◆ ◆ If the aged Apache chief, Geronimo succeeds in his efforts to get to Heaven, may be feel it for whom the light on the story as the best. ◆ ◆ ◆ The American Press Humorists' Association now has over one hundred honorable members and one honorary member—Mr. Rockefeller. ◆ ◆ ◆ "This is the season of the year when	[638, 185, 799, 2241]
article-headline: The President and the Standpatter.	[487, 609, 594, 635]
jest-item: "Madame Recamier barely escaped while taking her bath," says the Boston Herald. "Certainly, it is not probable that madame builds on custom."	[638, 878, 799, 943]
poem-stanza: Clar back for ages past an' gone my ancestors have led / A Christian trust in that ol' Word that never was betrayed. / An' when my good mother went to her eternal rest / She died with that same precious Book clasped closely to her breast. / I'll follow when my heart is blind / An' lift in prayer every night / I'll tread the Bible daddy read; it's good enough for me.	[638, 721, 799, 854]
editorial-paragraph: Some time ago the press was calling for a sane and safe Fourth of July and now there seems to be a demand for a denatured Fourth.	[63, 660, 270, 698]
postage-text: The postage rates for mailing The Express are as follows: 8 to 12 pages, 1c; 16 to 32 pages, 2c; 34 to 50 pages, 3c.	[63, 470, 270, 501]
article-paragraph: A noisy Chicago steamship passenger who never yet was not under arrest on Michigan Avenue at 2 a. m. by burly Policeman No. 2, and when Policeman No. 2 started in the parlor for the police station with the whole expostulating crowd, including Policeman No. 1, a devil wagon going at the rate of sixty miles an hour bumped into the vehicle and piled them up very emphatically. If a third policeman could have apprehended the automobilers there would have been a procession toward the armory. It is society events of this description which make life in the Western metropolis so gay and festive as to excite the wonder of jealous rivals.—Chicago Chronicle.	[813, 2118, 979, 2360]
article-headline: In Justice to San Antonio.	[1013, 143, 1138, 156]
column-2	[284, 94, 443, 1870]
article-paragraph: To Benjamin R. Tillman—Greeting: In you we have a champion for the rights of the common people and a man who believes that the trusts should be curbed. / To Joseph W. Bailey—Greeting: You have made a good fight in the Senate for the rate bill and the people of Texas are proud of you. / To Nelson W. Aldrich—Greeting: Sagacity, determination and courage, together with the power of leadership, make you a force in the Senate. / To the President Roosevelt—Greeting: You have done more than any other man to bring about this legislation.—Harper's Weekly.	[1172, 1193, 1312, 1448]
article-paragraph: The Times congratulates Congressman Garner upon his victory in securing a Federal Court for Del Rio. He has labored against mighty odds, but persistently and untiringly that success was not anticipated was to come. But Congressman Garner is built that way. He knows no such word as fail. However, there are many reasons why Del Rio was entitled to the court. The people of Del Rio and the Southwest and especially the Senate was looking to the House and to the Senate. The Department of Justice had brought it to the attention. Congressman Slayden, who represents the San Antonio district, fought it with the tacit consent of San Antonio and with the help of Senator Culberson. The victory is all Garner's. Now that he has put it over and the bill signed by the President San Antonio should not complain.	[993, 161, 1158, 471]
byline: BY JAMES BARTON ADAMS.	[739, 138, 878, 147]
article-paragraph: In a recent speech in Iowa Secretary Shaw upheld the standpatters and decried tariff revision and in doing so intimated that his speech was inspired from the White House. The fact that President Roosevelt was known to have favored tariff revision from his latest utterances on that subject, although he has not recommended legislation in that behalf, caused some doubt as to the authority of the Secretary of the Treasury to align the President with the standpatters.	[458, 641, 624, 814]
editorial-paragraph: Civil Service Commissioner Terrell says he does not think the City Marshal is under Civil Service regulations. If the members of the Police and Fire Departments are not under Civil Service regulations, then for what on earth was a Civil Service Commission created to take control of those departments and why on earth is it maintained? Is the Commission of which Mr. Terrell is chairman merely an iridescent ornament of the municipal fresco?	[63, 909, 270, 1042]
subscription-rate: Daily, mail, 1 month........................... .75	[63, 363, 213, 373]
agents-text: New York Office, Room 628, 150 Nassau Street—Jno. P. SMART, Direct Representative. Washington, D. C.—C. ARTHUR WILLIAMS, Rooms 926-7 Colorado Building. Austin, Tex.—W. D. HORNADAY. J. T. HOLLAND, General Traveling Agent. ED. H. EVERETT, General Traveling Agent. T. F. JONES, Traveling Agent.	[63, 245, 270, 320]
section-heading-box: TOPICS OF THE TIMES.	[1172, 94, 1312, 136]
jest-item: A Chicago woman not yet forty has just taken her sixth husband and is looking forward hopefully to a long life of marital activity.	[638, 1972, 799, 2024]
subscription-rate: Daily, mail, 3 months......................... 2.00	[63, 374, 216, 384]
article-headline: For a Peaceful Convention.	[1010, 1630, 1142, 1643]
jest-item: If the aged Apache chief, Geronimo succeeds in his efforts to get to Heaven, may be feel it for whom the light on the story as the best.	[638, 2049, 799, 2115]
population-row: Fort Worth 26,040	[63, 609, 270, 619]
jest-item: A Tennessee preacher who declared that the Bible was a dead letter escaped from his indignant parishioners only because he had two and twenty minutes start and took the fastest mule.	[813, 255, 979, 320]
population-row: Galveston 32,912	[63, 598, 270, 608]
jest-item: It has been discovered that a great deal of "Canadian" cheese comes from Indiana, but no one can say positively that Limburger cheese comes from Rotterdam.	[813, 1954, 979, 2020]
article-headline: A Republican Difference.	[1014, 1109, 1137, 1122]
jest-item: the sweet girl graduate gets in her prettiest work," says a Mississippi paper. And she gets in her prettiest gown, we may add.	[813, 178, 979, 230]
article-paragraph: "Yours is certainly an unusual case," said the lawyer, "and it will be necessary to consult a number of books." "So," queried the client. "Yes, answered the legal light, "and I'll begin with your pocketbook."—Columbus Dispatch.	[458, 1908, 623, 2001]
jest-item: A physician says there are fifty different kinds of headache, but a thoughtful providence has so arranged their business that they come upon us but one at a time.	[638, 1701, 799, 1766]
jest-item: The American Press Humorists' Association now has over one hundred honorable members and one honorary member—Mr. Rockefeller.	[638, 2140, 799, 2191]
population-row: SAN ANTONIO 59,581	[63, 566, 270, 575]
jest-item: The "yellow peril" grows even yet more threatening. A slant-eyed Chink has won second prize in oratory at the New York University.	[813, 891, 979, 943]
entry-notice: Entered at the Postoffice at San Antonio, Texas, as Second-Class Matter.	[75, 127, 258, 147]
jest-item: Russia is said to be "boiling with anarchy," but the country just at present is more generally interested in learning what the packers are boiling with hog fat in the manufacture of pure family lard.	[638, 1792, 799, 1870]
jest-item: The Vienna Fancy Dog Club has established a dog market, but the fact has no connection with the Vienna sausage industry. Fancy dogs are never used in the production of such common food.	[638, 1466, 799, 1545]
article-headline: The "Tainted Money" Issue.	[471, 1640, 610, 1653]
article-headline: Democrats and Republicans.	[294, 1328, 433, 1341]
column-7	[1172, 94, 1312, 1759]
population-heading: POPULATION OF TEXAS CITIES:	[88, 518, 245, 529]
